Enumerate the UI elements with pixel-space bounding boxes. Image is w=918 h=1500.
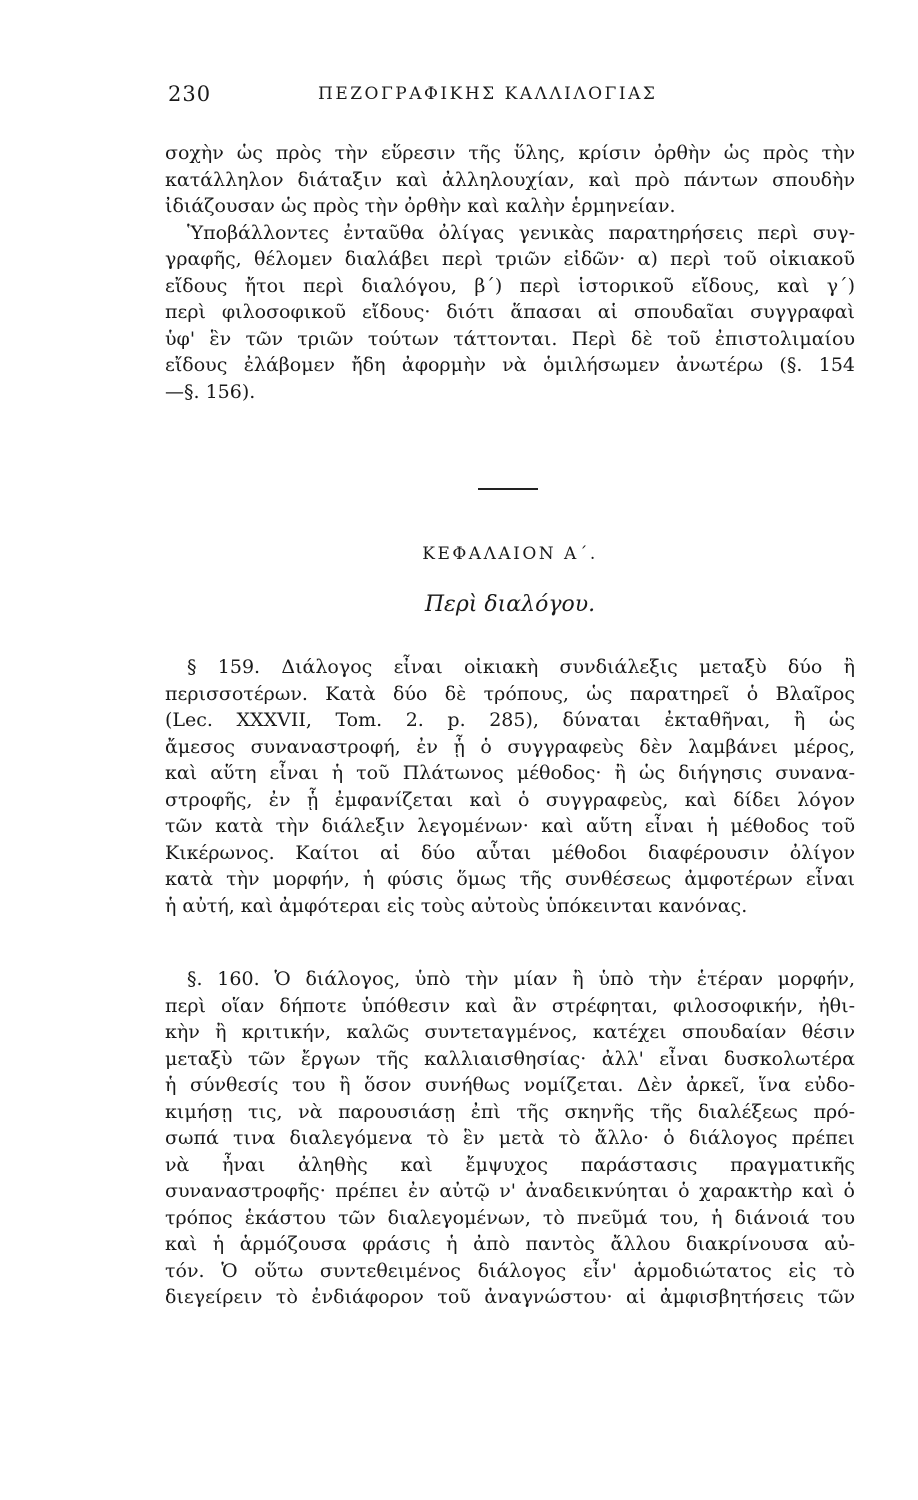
text-line: γραφῆς, θέλομεν διαλάβει περὶ τριῶν εἰδῶν· α) περὶ τοῦ οἰκιακοῦ [165,248,855,270]
intro-paragraph [165,140,855,405]
text-line: καὶ αὕτη εἶναι ἡ τοῦ Πλάτωνος μέθοδος· ἢ ὡς διήγησις συνανα- [165,762,855,784]
text-line: ἡ σύνθεσίς του ἢ ὅσον συνήθως νομίζεται. Δὲν ἀρκεῖ, ἵνα εὐδο- [165,1074,855,1096]
section-separator [478,488,538,490]
text-line: σωπά τινα διαλεγόμενα τὸ ἓν μετὰ τὸ ἄλλο· ὁ διάλογος πρέπει [165,1127,855,1149]
text-line: τόν. Ὁ οὕτω συντεθειμένος διάλογος εἶν' ἁρμοδιώτατος εἰς τὸ [165,1259,855,1282]
text-line: ὑφ' ἓν τῶν τριῶν τούτων τάττονται. Περὶ δὲ τοῦ ἐπιστολιμαίου [165,327,855,350]
text-line: τρόπος ἑκάστου τῶν διαλεγομένων, τὸ πνεῦμά του, ἡ διάνοιά του [165,1206,855,1229]
text-line: περὶ φιλοσοφικοῦ εἴδους· διότι ἅπασαι αἱ σπουδαῖαι συγγραφαὶ [165,301,855,323]
text-line: εἴδους ἤτοι περὶ διαλόγου, β΄) περὶ ἱστορικοῦ εἴδους, καὶ γ΄) [165,274,855,297]
section-160-paragraph [165,966,855,1311]
text-line: ἄμεσος συναναστροφή, ἐν ᾗ ὁ συγγραφεὺς δὲν λαμβάνει μέρος, [165,735,855,758]
text-line: κατὰ τὴν μορφήν, ἡ φύσις ὅμως τῆς συνθέσεως ἀμφοτέρων εἶναι [165,868,855,890]
section-159-paragraph [165,654,855,919]
running-title: ΠΕΖΟΓΡΑΦΙΚΗΣ ΚΑΛΛΙΛΟΓΙΑΣ [318,84,658,104]
text-line: διεγείρειν τὸ ἐνδιάφορον τοῦ ἀναγνώστου· αἱ ἀμφισβητήσεις τῶν [165,1286,855,1308]
chapter-subtitle: Περὶ διαλόγου. [424,592,596,617]
text-line: κὴν ἢ κριτικήν, καλῶς συντεταγμένος, κατέχει σπουδαίαν θέσιν [165,1021,855,1043]
text-line: ἡ αὐτή, καὶ ἀμφότεραι εἰς τοὺς αὐτοὺς ὑπόκεινται κανόνας. [165,894,748,917]
chapter-heading: ΚΕΦΑΛΑΙΟΝ Α΄. [422,544,598,564]
text-line: § 159. Διάλογος εἶναι οἰκιακὴ συνδιάλεξις μεταξὺ δύο ἢ [187,656,855,678]
text-line: καὶ ἡ ἁρμόζουσα φράσις ἡ ἀπὸ παντὸς ἄλλου διακρίνουσα αὐ- [165,1233,855,1255]
text-line: (Lec. XXXVII, Tom. 2. p. 285), δύναται ἐκταθῆναι, ἢ ὡς [165,709,855,731]
text-line: νὰ ἦναι ἀληθὴς καὶ ἔμψυχος παράστασις πραγματικῆς συναναστροφῆς· πρέπει ἐν αὐτῷ ν' ἀναδεικνύηται ὁ χαρακτὴρ καὶ ὁ [165,1153,855,1202]
text-line: εἴδους ἐλάβομεν ἤδη ἀφορμὴν νὰ ὁμιλήσωμεν ἀνωτέρω (§. 154 [165,354,855,376]
text-line: Κικέρωνος. Καίτοι αἱ δύο αὗται μέθοδοι διαφέρουσιν ὀλίγον [165,841,855,864]
text-line: τῶν κατὰ τὴν διάλεξιν λεγομένων· καὶ αὕτη εἶναι ἡ μέθοδος τοῦ [165,815,855,837]
text-line: περὶ οἵαν δήποτε ὑπόθεσιν καὶ ἂν στρέφηται, φιλοσοφικήν, ἠθι- [165,994,855,1017]
text-line: περισσοτέρων. Κατὰ δύο δὲ τρόπους, ὡς παρατηρεῖ ὁ Βλαῖρος [165,682,855,705]
text-line: στροφῆς, ἐν ᾗ ἐμφανίζεται καὶ ὁ συγγραφεὺς, καὶ δίδει λόγον [165,788,855,811]
text-line: ἰδιάζουσαν ὡς πρὸς τὴν ὀρθὴν καὶ καλὴν ἑρμηνείαν. [165,195,676,217]
text-line: σοχὴν ὡς πρὸς τὴν εὕρεσιν τῆς ὕλης, κρίσιν ὀρθὴν ὡς πρὸς τὴν [165,142,855,164]
text-line: μεταξὺ τῶν ἔργων τῆς καλλιαισθησίας· ἀλλ' εἶναι δυσκολωτέρα [165,1047,855,1070]
page-number: 230 [168,82,212,106]
text-line: §. 160. Ὁ διάλογος, ὑπὸ τὴν μίαν ἢ ὑπὸ τὴν ἑτέραν μορφήν, [187,968,855,990]
text-line: —§. 156). [165,380,256,403]
text-line: κιμήσῃ τις, νὰ παρουσιάσῃ ἐπὶ τῆς σκηνῆς τῆς διαλέξεως πρό- [165,1100,855,1123]
text-line: Ὑποβάλλοντες ἐνταῦθα ὀλίγας γενικὰς παρατηρήσεις περὶ συγ- [187,221,855,244]
text-line: κατάλληλον διάταξιν καὶ ἀλληλουχίαν, καὶ πρὸ πάντων σπουδὴν [165,168,855,191]
running-head [168,82,858,112]
